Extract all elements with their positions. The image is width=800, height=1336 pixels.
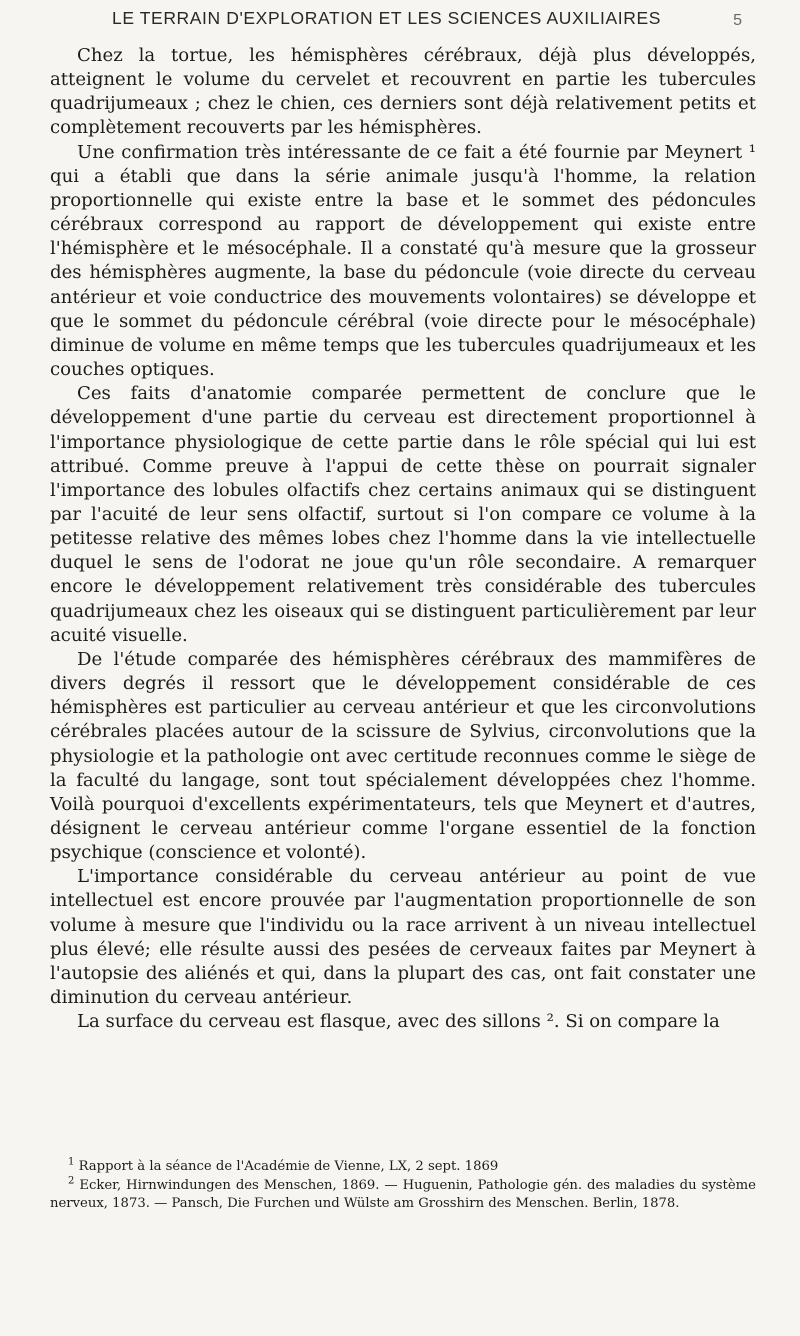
paragraph: La surface du cerveau est flasque, avec des sillons ². Si on compare la — [77, 1011, 720, 1033]
paragraph: Une confirmation très intéressante de ce fait a été fournie par Meynert ¹ qui a établi que dans la série animale jusqu'à l'homme, la relation proportionnelle qui existe entre la base et le sommet des pédoncules cérébraux correspond au rapport de développement qui existe entre l'hémisphère et le mésocéphale. Il a constaté qu'à mesure que la grosseur des hémisphères augmente, la base du pédoncule (voie directe du cerveau antérieur et voie conductrice des mouvements volontaires) se développe et que le sommet du pédoncule cérébral (voie directe pour le mésocéphale) diminue de volume en même temps que les tubercules quadrijumeaux et les couches optiques. — [50, 141, 756, 381]
footnote-text: Rapport à la séance de l'Académie de Vienne, LX, 2 sept. 1869 — [78, 1159, 499, 1174]
footnote-mark: 2 — [68, 1175, 75, 1187]
paragraph: Ces faits d'anatomie comparée permettent de conclure que le développement d'une partie du cerveau est directement proportionnel à l'importance physiologique de cette partie dans le rôle spécial qui lui est attribué. Comme preuve à l'appui de cette thèse on pourrait signaler l'importance des lobules olfactifs chez certains animaux qui se distinguent par l'acuité de leur sens olfactif, surtout si l'on compare ce volume à la petitesse relative des mêmes lobes chez l'homme dans la vie intellectuelle duquel le sens de l'odorat ne joue qu'un rôle secondaire. A remarquer encore le développement relativement très considérable des tubercules quadrijumeaux chez les oiseaux qui se distinguent particulièrement par leur acuité visuelle. — [50, 383, 756, 646]
footnote — [50, 1158, 756, 1177]
body-text — [50, 44, 756, 1034]
paragraph: De l'étude comparée des hémisphères cérébraux des mammifères de divers degrés il ressort que le développement considérable de ces hémisphères est particulier au cerveau antérieur et que les circonvolutions cérébrales placées autour de la scissure de Sylvius, circonvolutions que la physiologie et la pathologie ont avec certitude reconnues comme le siège de la faculté du langage, sont tout spécialement développées chez l'homme. Voilà pourquoi d'excellents expérimentateurs, tels que Meynert et d'autres, désignent le cerveau antérieur comme l'organe essentiel de la fonction psychique (conscience et volonté). — [50, 648, 756, 864]
paragraph: Chez la tortue, les hémisphères cérébraux, déjà plus développés, atteignent le volume du cervelet et recouvrent en partie les tubercules quadrijumeaux ; chez le chien, ces derniers sont déjà relativement petits et complètement recouverts par les hémisphères. — [50, 45, 756, 139]
running-title: LE TERRAIN D'EXPLORATION ET LES SCIENCES AUXILIAIRES — [112, 8, 662, 28]
page-number: 5 — [733, 12, 742, 29]
paragraph: L'importance considérable du cerveau antérieur au point de vue intellectuel est encore prouvée par l'augmentation proportionnelle de son volume à mesure que l'individu ou la race arrivent à un niveau intellectuel plus élevé; elle résulte aussi des pesées de cerveaux faites par Meynert à l'autopsie des aliénés et qui, dans la plupart des cas, ont fait constater une diminution du cerveau antérieur. — [50, 866, 756, 1009]
footnote-mark: 1 — [68, 1156, 75, 1168]
footnote-text: Ecker, Hirnwindungen des Menschen, 1869. — Huguenin, Pathologie gén. des maladies du système nerveux, 1873. — Pansch, Die Furchen und Wülste am Grosshirn des Menschen. Berlin, 1878. — [50, 1177, 756, 1211]
footnotes — [50, 1158, 756, 1214]
footnote — [50, 1177, 756, 1214]
